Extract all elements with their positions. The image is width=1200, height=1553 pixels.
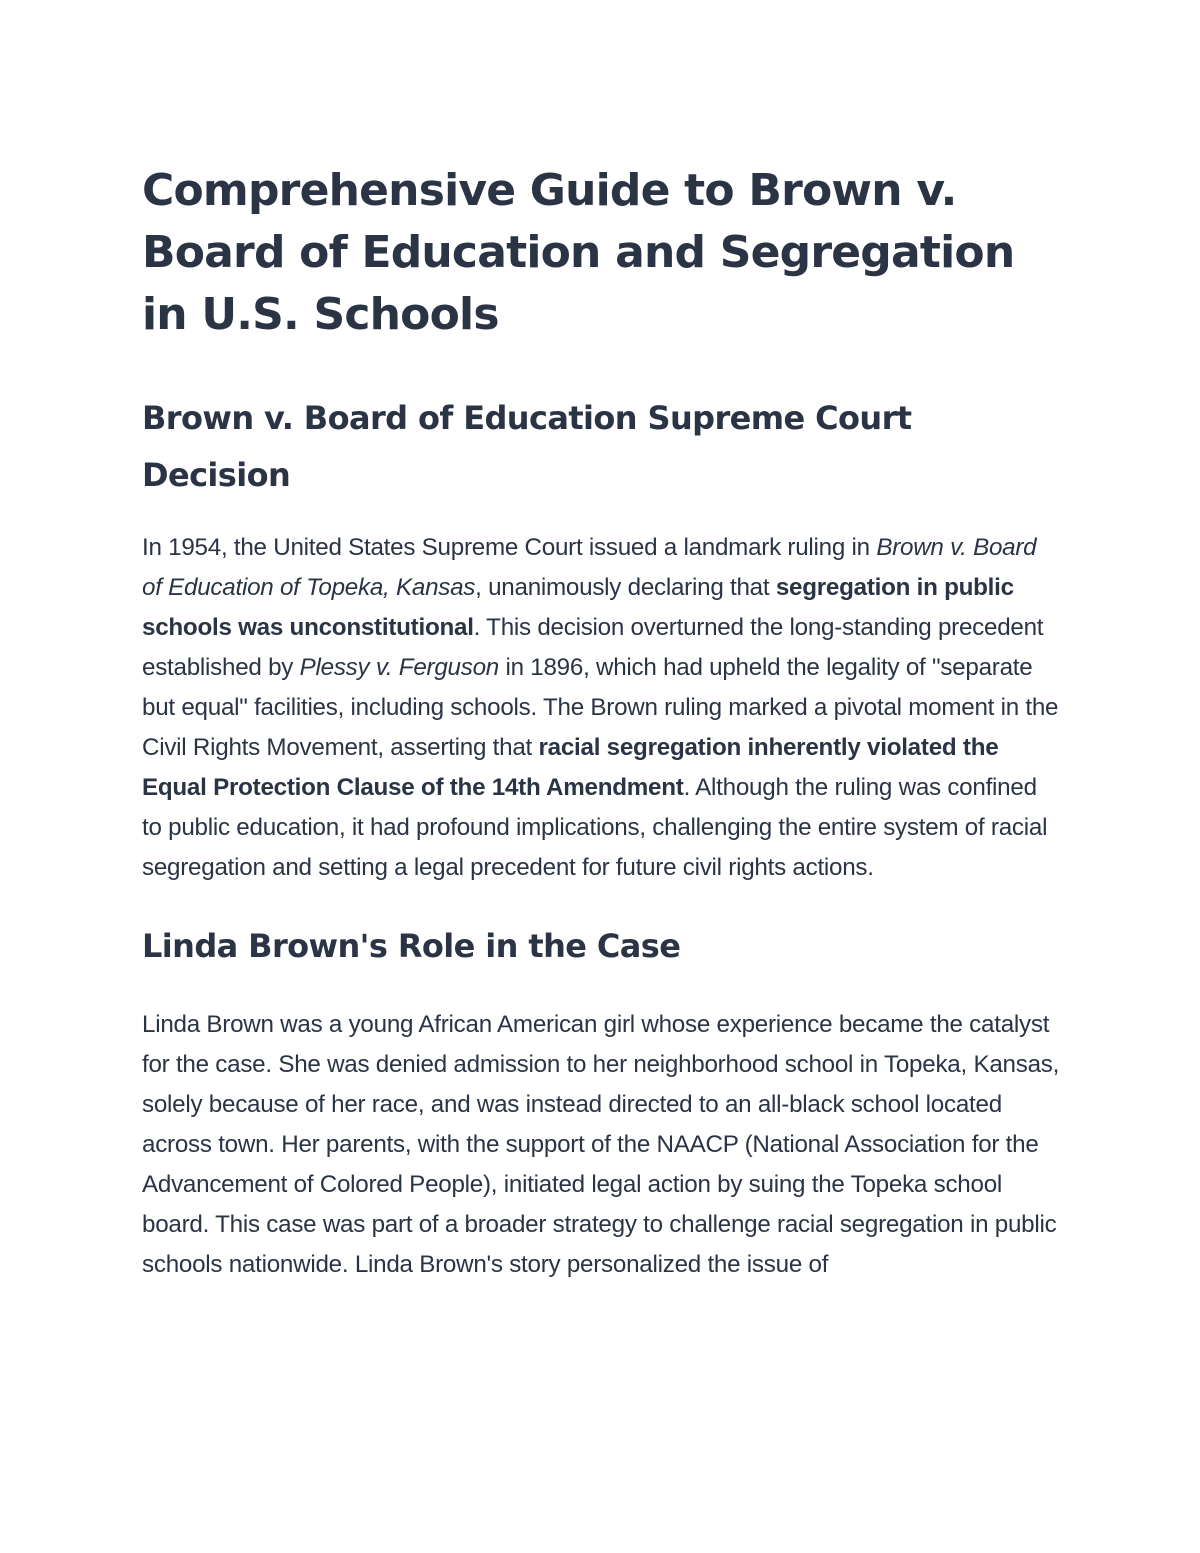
case-name-brown: Brown v. Board of Education of Topeka, Kansas [142, 534, 1037, 601]
emphasis-equal-protection: racial segregation inherently violated the Equal Protection Clause of the 14th Amendment [142, 734, 999, 801]
text-run: . Although the ruling was confined to public education, it had profound implications, challenging the entire system of racial segregation and setting a legal precedent for future civil rights actions. [142, 774, 1048, 881]
document-title: Comprehensive Guide to Brown v. Board of Education and Segregation in U.S. Schools [142, 165, 1015, 340]
text-run: . This decision overturned the long-standing precedent established by [142, 614, 1044, 681]
paragraph-linda-brown [142, 1005, 1060, 1285]
case-name-plessy: Plessy v. Ferguson [299, 654, 499, 681]
text-run: in 1896, which had upheld the legality of "separate but equal" facilities, including schools. The Brown ruling marked a pivotal moment in the Civil Rights Movement, asserting that [142, 654, 1059, 761]
section-heading-linda-brown: Linda Brown's Role in the Case [142, 927, 681, 965]
paragraph-brown-decision [142, 528, 1060, 888]
emphasis-unconstitutional: segregation in public schools was unconstitutional [142, 574, 1014, 641]
document-page [142, 160, 1060, 1285]
text-run: In 1954, the United States Supreme Court issued a landmark ruling in [142, 534, 877, 561]
section-heading-brown-decision: Brown v. Board of Education Supreme Court Decision [142, 399, 912, 494]
text-run: Linda Brown was a young African American girl whose experience became the catalyst for the case. She was denied admission to her neighborhood school in Topeka, Kansas, solely because of her race, and was instead directed to an all-black school located across town. Her parents, with the support of the NAACP (National Association for the Advancement of Colored People), initiated legal action by suing the Topeka school board. This case was part of a broader strategy to challenge racial segregation in public schools nationwide. Linda Brown's story personalized the issue of [142, 1011, 1060, 1278]
text-run: , unanimously declaring that [475, 574, 776, 601]
